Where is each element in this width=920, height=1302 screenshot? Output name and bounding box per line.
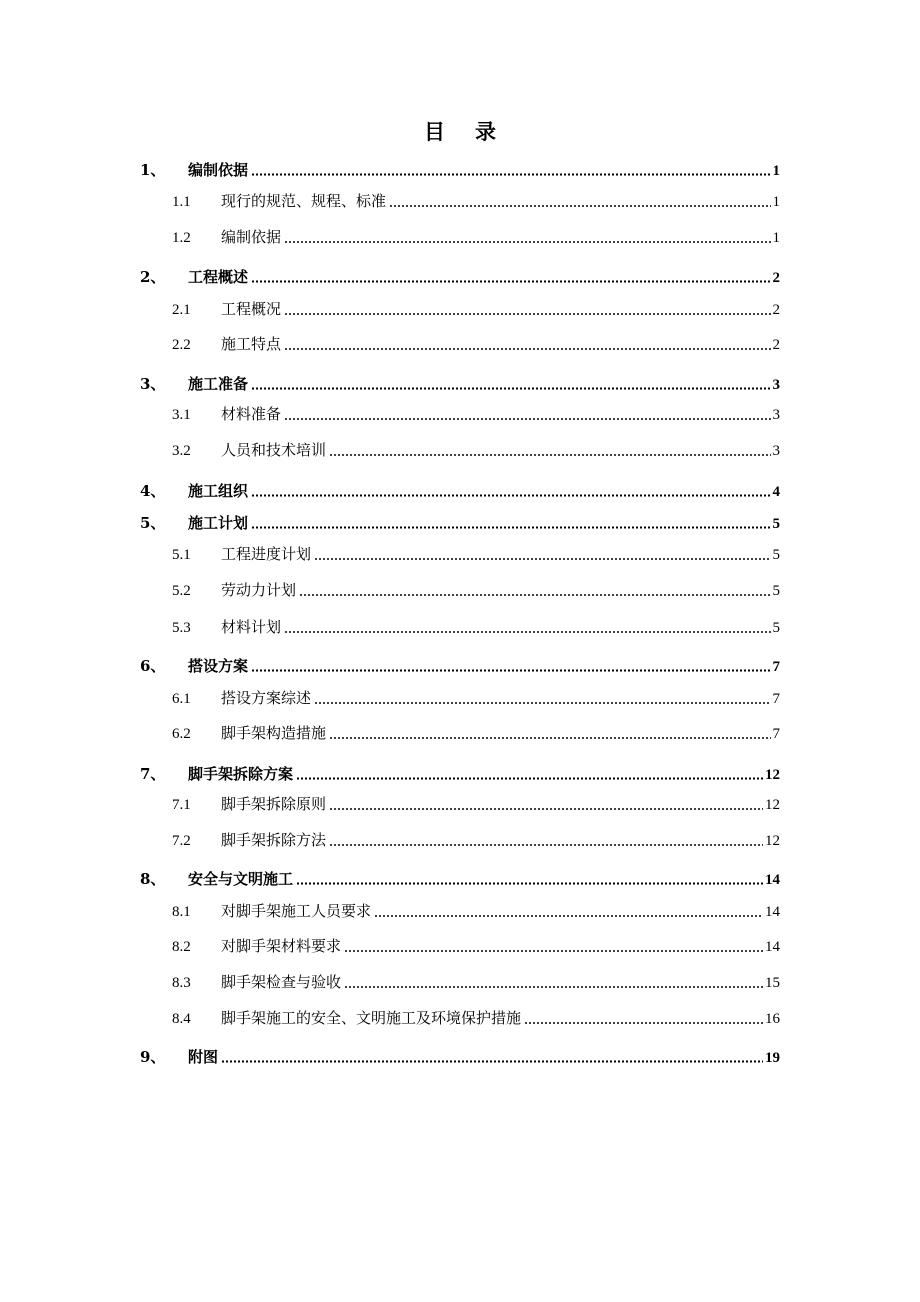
toc-chapter-entry[interactable]: [140, 760, 780, 784]
toc-title-part1: 目: [424, 119, 445, 144]
toc-entry-number: 2.1: [172, 302, 191, 318]
dot-leader: [329, 832, 763, 846]
dot-leader: [284, 336, 770, 350]
toc-entry-page-number: 4: [772, 484, 780, 500]
toc-entry-page-number: 2: [772, 302, 780, 318]
toc-section-entry[interactable]: [140, 790, 780, 814]
toc-entry-number: 7、: [140, 765, 166, 783]
toc-section-entry[interactable]: [140, 1004, 780, 1028]
toc-entry-number: 1.2: [172, 230, 191, 246]
dot-leader: [344, 974, 763, 988]
toc-entry-page-number: 1: [772, 194, 780, 210]
toc-entry-page-number: 2: [772, 270, 780, 286]
dot-leader: [299, 582, 770, 596]
toc-entry-page-number: 12: [765, 833, 780, 849]
toc-section-entry[interactable]: [140, 684, 780, 708]
toc-entry-number: 7.2: [172, 833, 191, 849]
toc-section-entry[interactable]: [140, 187, 780, 211]
toc-entry-label: 材料计划: [221, 618, 282, 636]
toc-entry-number: 5.1: [172, 547, 191, 563]
dot-leader: [251, 483, 770, 497]
toc-section-entry[interactable]: [140, 932, 780, 956]
toc-entry-page-number: 2: [772, 337, 780, 353]
toc-entry-number: 5.3: [172, 620, 191, 636]
toc-section-entry[interactable]: [140, 223, 780, 247]
dot-leader: [524, 1010, 763, 1024]
toc-entry-label: 工程进度计划: [221, 545, 312, 563]
dot-leader: [374, 903, 763, 917]
dot-leader: [329, 442, 770, 456]
toc-entry-label: 搭设方案: [188, 657, 249, 675]
toc-chapter-entry[interactable]: [140, 1043, 780, 1067]
toc-entry-page-number: 3: [772, 407, 780, 423]
dot-leader: [389, 193, 770, 207]
toc-entry-number: 3.2: [172, 443, 191, 459]
toc-entry-label: 脚手架构造措施: [221, 724, 327, 742]
toc-entry-label: 附图: [188, 1048, 219, 1066]
toc-entry-number: 2、: [140, 268, 166, 286]
toc-entry-number: 4、: [140, 482, 166, 500]
toc-entry-page-number: 19: [765, 1050, 780, 1066]
toc-entry-number: 8.4: [172, 1011, 191, 1027]
dot-leader: [251, 269, 770, 283]
toc-section-entry[interactable]: [140, 295, 780, 319]
toc-entry-page-number: 7: [772, 726, 780, 742]
toc-entry-label: 对脚手架材料要求: [221, 937, 342, 955]
toc-entry-label: 脚手架拆除方法: [221, 831, 327, 849]
toc-entry-label: 现行的规范、规程、标准: [221, 192, 387, 210]
toc-chapter-entry[interactable]: [140, 370, 780, 394]
toc-entry-label: 编制依据: [188, 161, 249, 179]
toc-entry-label: 工程概况: [221, 300, 282, 318]
toc-entry-label: 施工计划: [188, 514, 249, 532]
toc-entry-label: 劳动力计划: [221, 581, 297, 599]
toc-entry-number: 6.2: [172, 726, 191, 742]
dot-leader: [251, 515, 770, 529]
dot-leader: [251, 162, 770, 176]
dot-leader: [284, 406, 770, 420]
toc-entry-number: 3.1: [172, 407, 191, 423]
toc-entry-number: 5、: [140, 514, 166, 532]
toc-section-entry[interactable]: [140, 436, 780, 460]
dot-leader: [221, 1049, 763, 1063]
toc-entry-page-number: 5: [772, 583, 780, 599]
toc-entry-page-number: 1: [772, 163, 780, 179]
toc-entry-label: 施工组织: [188, 482, 249, 500]
toc-entry-label: 脚手架施工的安全、文明施工及环境保护措施: [221, 1009, 522, 1027]
toc-entry-page-number: 16: [765, 1011, 780, 1027]
toc-section-entry[interactable]: [140, 826, 780, 850]
toc-section-entry[interactable]: [140, 968, 780, 992]
toc-chapter-entry[interactable]: [140, 652, 780, 676]
toc-entry-page-number: 3: [772, 377, 780, 393]
toc-entry-number: 6.1: [172, 691, 191, 707]
toc-title-part2: 录: [475, 119, 496, 144]
toc-chapter-entry[interactable]: [140, 263, 780, 287]
toc-entry-page-number: 12: [765, 767, 780, 783]
toc-section-entry[interactable]: [140, 400, 780, 424]
toc-entry-number: 1、: [140, 161, 166, 179]
toc-entry-number: 8、: [140, 870, 166, 888]
toc-section-entry[interactable]: [140, 719, 780, 743]
toc-entry-label: 编制依据: [221, 228, 282, 246]
toc-entry-page-number: 7: [772, 659, 780, 675]
toc-entry-label: 工程概述: [188, 268, 249, 286]
toc-entry-label: 安全与文明施工: [188, 870, 294, 888]
toc-chapter-entry[interactable]: [140, 156, 780, 180]
toc-entry-number: 8.2: [172, 939, 191, 955]
dot-leader: [344, 938, 763, 952]
toc-entry-number: 1.1: [172, 194, 191, 210]
dot-leader: [296, 871, 763, 885]
toc-entry-label: 搭设方案综述: [221, 689, 312, 707]
dot-leader: [314, 546, 770, 560]
toc-section-entry[interactable]: [140, 576, 780, 600]
toc-section-entry[interactable]: [140, 330, 780, 354]
dot-leader: [284, 301, 770, 315]
toc-entry-page-number: 14: [765, 904, 780, 920]
dot-leader: [329, 796, 763, 810]
toc-entry-label: 脚手架拆除方案: [188, 765, 294, 783]
dot-leader: [296, 766, 763, 780]
dot-leader: [284, 229, 770, 243]
toc-section-entry[interactable]: [140, 897, 780, 921]
toc-entry-label: 脚手架检查与验收: [221, 973, 342, 991]
toc-entry-number: 9、: [140, 1048, 166, 1066]
toc-entry-label: 人员和技术培训: [221, 441, 327, 459]
dot-leader: [284, 619, 770, 633]
toc-entry-number: 2.2: [172, 337, 191, 353]
toc-entry-page-number: 12: [765, 797, 780, 813]
dot-leader: [251, 658, 770, 672]
toc-entry-page-number: 7: [772, 691, 780, 707]
toc-entry-page-number: 5: [772, 516, 780, 532]
toc-entry-page-number: 3: [772, 443, 780, 459]
toc-entry-label: 脚手架拆除原则: [221, 795, 327, 813]
toc-entry-label: 施工特点: [221, 335, 282, 353]
toc-section-entry[interactable]: [140, 540, 780, 564]
toc-entry-number: 5.2: [172, 583, 191, 599]
toc-entry-page-number: 14: [765, 939, 780, 955]
toc-entry-page-number: 5: [772, 547, 780, 563]
toc-chapter-entry[interactable]: [140, 509, 780, 533]
toc-entry-number: 7.1: [172, 797, 191, 813]
toc-entry-label: 施工准备: [188, 375, 249, 393]
toc-entry-label: 对脚手架施工人员要求: [221, 902, 372, 920]
toc-entry-number: 3、: [140, 375, 166, 393]
toc-entry-page-number: 14: [765, 872, 780, 888]
dot-leader: [251, 376, 770, 390]
toc-entry-number: 8.3: [172, 975, 191, 991]
toc-entry-number: 8.1: [172, 904, 191, 920]
dot-leader: [329, 725, 770, 739]
toc-entry-number: 6、: [140, 657, 166, 675]
dot-leader: [314, 690, 770, 704]
toc-chapter-entry[interactable]: [140, 865, 780, 889]
toc-entry-label: 材料准备: [221, 405, 282, 423]
toc-entry-page-number: 1: [772, 230, 780, 246]
toc-title: [0, 116, 920, 146]
toc-entry-page-number: 15: [765, 975, 780, 991]
toc-chapter-entry[interactable]: [140, 477, 780, 501]
toc-section-entry[interactable]: [140, 613, 780, 637]
toc-entry-page-number: 5: [772, 620, 780, 636]
